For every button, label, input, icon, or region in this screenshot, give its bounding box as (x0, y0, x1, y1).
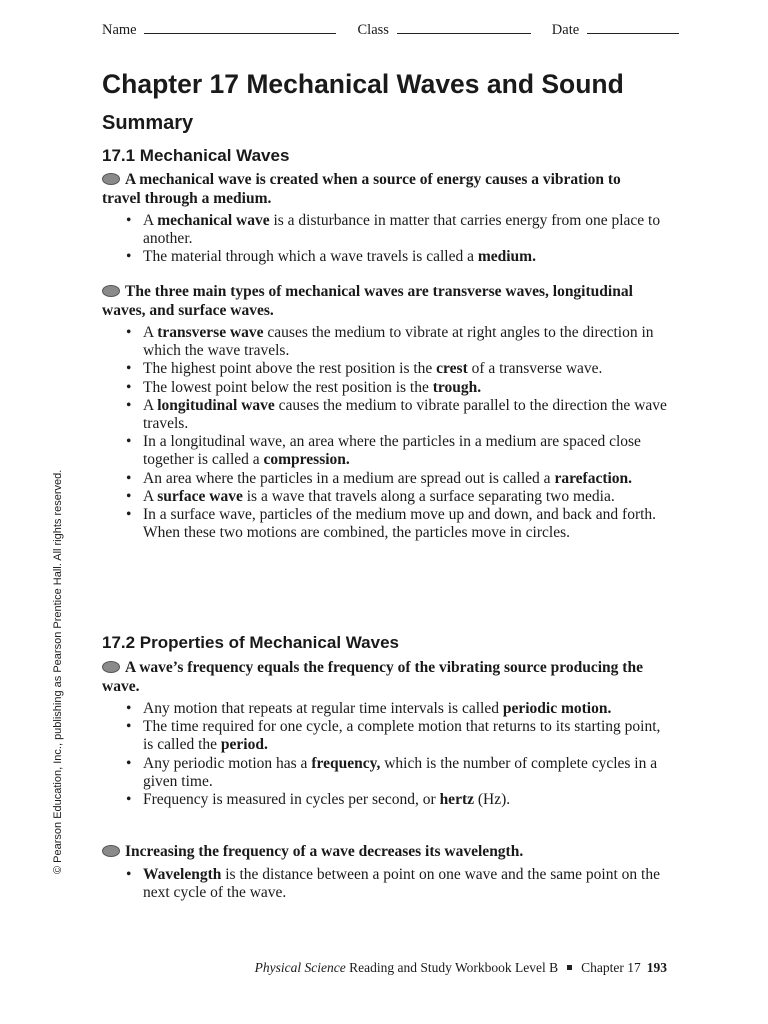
vocab-term: crest (436, 360, 468, 378)
key-concept-icon (102, 845, 120, 857)
bullet-text: The highest point above the rest position is the (143, 360, 437, 378)
key-concept-text: A mechanical wave is created when a source of energy causes a vibration to travel through a medium. (102, 171, 621, 207)
bullet-text: A (143, 487, 158, 505)
list-item (126, 433, 671, 469)
class-label: Class (357, 22, 389, 38)
bullet-list (126, 866, 671, 902)
bullet-list (126, 324, 671, 542)
bullet-text: (Hz). (473, 791, 511, 809)
bullet-text: A (143, 396, 158, 414)
bullet-list (126, 212, 671, 267)
bullet-text: In a longitudinal wave, an area where the particles in a medium are spaced close together is called a (143, 433, 641, 469)
list-item (126, 506, 671, 542)
vocab-term: frequency, (311, 754, 381, 772)
summary-heading: Summary (102, 112, 194, 134)
list-item (126, 397, 671, 433)
list-item (126, 791, 671, 809)
key-concept (102, 659, 662, 696)
vocab-term: periodic motion. (502, 700, 612, 717)
key-concept-icon (102, 661, 120, 673)
page-footer (255, 960, 667, 976)
bullet-text: Frequency is measured in cycles per second, or (143, 791, 440, 809)
bullet-text: Any periodic motion has a (143, 754, 312, 772)
section-heading-17-2: 17.2 Properties of Mechanical Waves (102, 633, 399, 652)
vocab-term: longitudinal wave (157, 396, 275, 414)
name-label: Name (102, 22, 137, 38)
vocab-term: rarefaction. (554, 469, 633, 487)
name-blank[interactable] (144, 22, 336, 34)
separator-square (567, 965, 572, 970)
key-concept-icon (102, 173, 120, 185)
bullet-text: The material through which a wave travels is called a (143, 248, 478, 266)
bullet-list (126, 700, 671, 809)
footer-book-title: Physical Science (254, 960, 346, 975)
key-concept-text: A wave’s frequency equals the frequency of the vibrating source producing the wave. (102, 659, 643, 695)
vocab-term: trough. (432, 378, 482, 396)
bullet-text: The time required for one cycle, a complete motion that returns to its starting point, is called the (143, 718, 661, 754)
bullet-text: The lowest point below the rest position is the (143, 378, 433, 396)
bullet-text: which is the number of complete cycles in a given time. (143, 754, 658, 790)
bullet-text: is a disturbance in matter that carries energy from one place to another. (143, 212, 661, 248)
bullet-text: causes the medium to vibrate parallel to the direction the wave travels. (143, 396, 667, 433)
key-concept (102, 843, 662, 862)
bullet-text: is the distance between a point on one wave and the same point on the next cycle of the wave. (143, 866, 660, 902)
bullet-text: causes the medium to vibrate at right angles to the direction in which the wave travels. (143, 324, 654, 360)
class-blank[interactable] (397, 22, 531, 34)
copyright-notice: © Pearson Education, Inc., publishing as Pearson Prentice Hall. All rights reserved. (52, 469, 64, 874)
vocab-term: compression. (263, 451, 350, 469)
key-concept-text: Increasing the frequency of a wave decreases its wavelength. (125, 843, 524, 860)
bullet-text: A (143, 324, 158, 341)
chapter-title: Chapter 17 Mechanical Waves and Sound (102, 69, 624, 99)
list-item (126, 379, 671, 397)
bullet-text: In a surface wave, particles of the medium move up and down, and back and forth. When these two motions are combined, the particles move in circles. (143, 506, 657, 542)
bullet-text: is a wave that travels along a surface separating two media. (242, 487, 615, 505)
date-blank[interactable] (587, 22, 679, 34)
footer-chapter: Chapter 17 (581, 960, 641, 975)
list-item (126, 360, 671, 378)
page-number: 193 (646, 960, 667, 975)
list-item (126, 324, 671, 360)
list-item (126, 248, 671, 266)
vocab-term: surface wave (157, 487, 243, 505)
student-info-line (102, 22, 672, 39)
key-concept (102, 283, 662, 320)
bullet-text: A (143, 212, 158, 229)
bullet-text: Any motion that repeats at regular time intervals is called (143, 700, 503, 717)
footer-book-subtitle: Reading and Study Workbook Level B (349, 960, 559, 975)
list-item (126, 866, 671, 902)
vocab-term: mechanical wave (157, 212, 270, 229)
list-item (126, 700, 671, 718)
date-label: Date (551, 22, 580, 38)
vocab-term: period. (220, 736, 268, 754)
key-concept-icon (102, 285, 120, 297)
vocab-term: transverse wave (157, 324, 264, 341)
bullet-text: An area where the particles in a medium are spread out is called a (143, 469, 555, 487)
bullet-text: of a transverse wave. (467, 360, 603, 378)
vocab-term: hertz (439, 791, 474, 809)
vocab-term: Wavelength (143, 866, 222, 883)
vocab-term: medium. (477, 248, 536, 266)
section-heading-17-1: 17.1 Mechanical Waves (102, 146, 290, 165)
key-concept-text: The three main types of mechanical waves are transverse waves, longitudinal waves, and surface waves. (102, 283, 633, 319)
list-item (126, 718, 671, 754)
list-item (126, 470, 671, 488)
list-item (126, 488, 671, 506)
key-concept (102, 171, 662, 208)
list-item (126, 212, 671, 248)
list-item (126, 755, 671, 791)
